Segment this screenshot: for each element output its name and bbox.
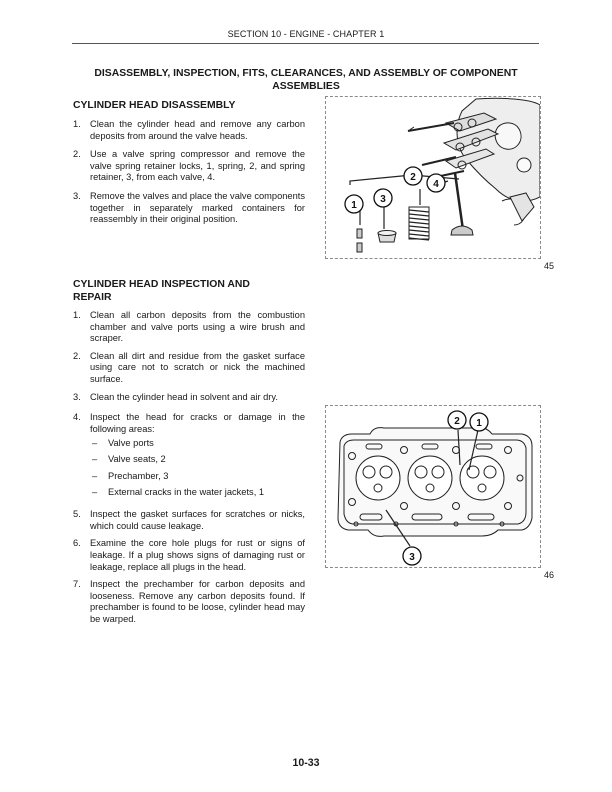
header-divider xyxy=(72,43,539,44)
figure-valve-components xyxy=(325,96,541,259)
list-item: – External cracks in the water jackets, 1 xyxy=(92,486,265,497)
figure-cylinder-head xyxy=(325,405,541,568)
page-number: 10-33 xyxy=(292,757,320,769)
callout-4-label: 4 xyxy=(433,179,439,190)
list-item: – Prechamber, 3 xyxy=(92,470,169,481)
disassembly-section xyxy=(73,99,305,226)
list-item: 1. Clean all carbon deposits from the combustion chamber and valve ports using a wire brush and scraper. xyxy=(73,310,305,344)
section-title: CYLINDER HEAD DISASSEMBLY xyxy=(73,100,236,111)
callout-2-label: 2 xyxy=(410,172,416,183)
list-item: – Valve seats, 2 xyxy=(92,454,166,465)
cylinder-head-illustration xyxy=(326,406,540,567)
valve-components-illustration xyxy=(326,97,540,258)
disassembly-steps xyxy=(73,119,305,226)
list-item: 3. Clean the cylinder head in solvent and air dry. xyxy=(73,391,278,402)
inspection-section xyxy=(73,278,305,626)
page-title: DISASSEMBLY, INSPECTION, FITS, CLEARANCES, AND ASSEMBLY OF COMPONENT ASSEMBLIES xyxy=(94,68,518,92)
callout-1-label: 1 xyxy=(351,200,357,211)
list-item: – Valve ports xyxy=(92,438,154,449)
figure-number: 45 xyxy=(543,261,554,271)
inspection-steps xyxy=(73,310,305,626)
list-item: 7. Inspect the prechamber for carbon deposits and looseness. Remove any carbon deposits found. If prechamber is found to be loose, cylinder head may be warped. xyxy=(73,579,305,624)
list-item: 3. Remove the valves and place the valve components together in separately marked containers for reassembly in their original position. xyxy=(73,190,305,225)
figure-number: 46 xyxy=(543,570,554,580)
list-item: 4. Inspect the head for cracks or damage in the following areas: – Valve ports – Valve seats, 2 – Prechamber, 3 – External cracks in the water jackets, 1 xyxy=(73,412,305,497)
running-header: SECTION 10 - ENGINE - CHAPTER 1 xyxy=(227,29,385,39)
callout-3-label: 3 xyxy=(409,552,415,563)
list-item: 2. Use a valve spring compressor and remove the valve spring retainer locks, 1, spring, 2, and spring retainer, 3, from each valve, 4. xyxy=(73,149,305,183)
list-item: 6. Examine the core hole plugs for rust or signs of leakage. If a plug shows signs of damaging rust or leakage, replace all plugs in the head. xyxy=(73,538,305,572)
callout-2-label: 2 xyxy=(454,416,460,427)
callout-3-label: 3 xyxy=(380,194,386,205)
section-title: CYLINDER HEAD INSPECTION AND REPAIR xyxy=(73,279,250,303)
list-item: 1. Clean the cylinder head and remove any carbon deposits from around the valve heads. xyxy=(73,119,305,141)
inspection-areas xyxy=(90,438,305,498)
callout-1-label: 1 xyxy=(476,418,482,429)
list-item: 2. Clean all dirt and residue from the gasket surface using care not to scratch or nick the machined surface. xyxy=(73,350,305,384)
list-item: 5. Inspect the gasket surfaces for scratches or nicks, which could cause leakage. xyxy=(73,509,305,531)
